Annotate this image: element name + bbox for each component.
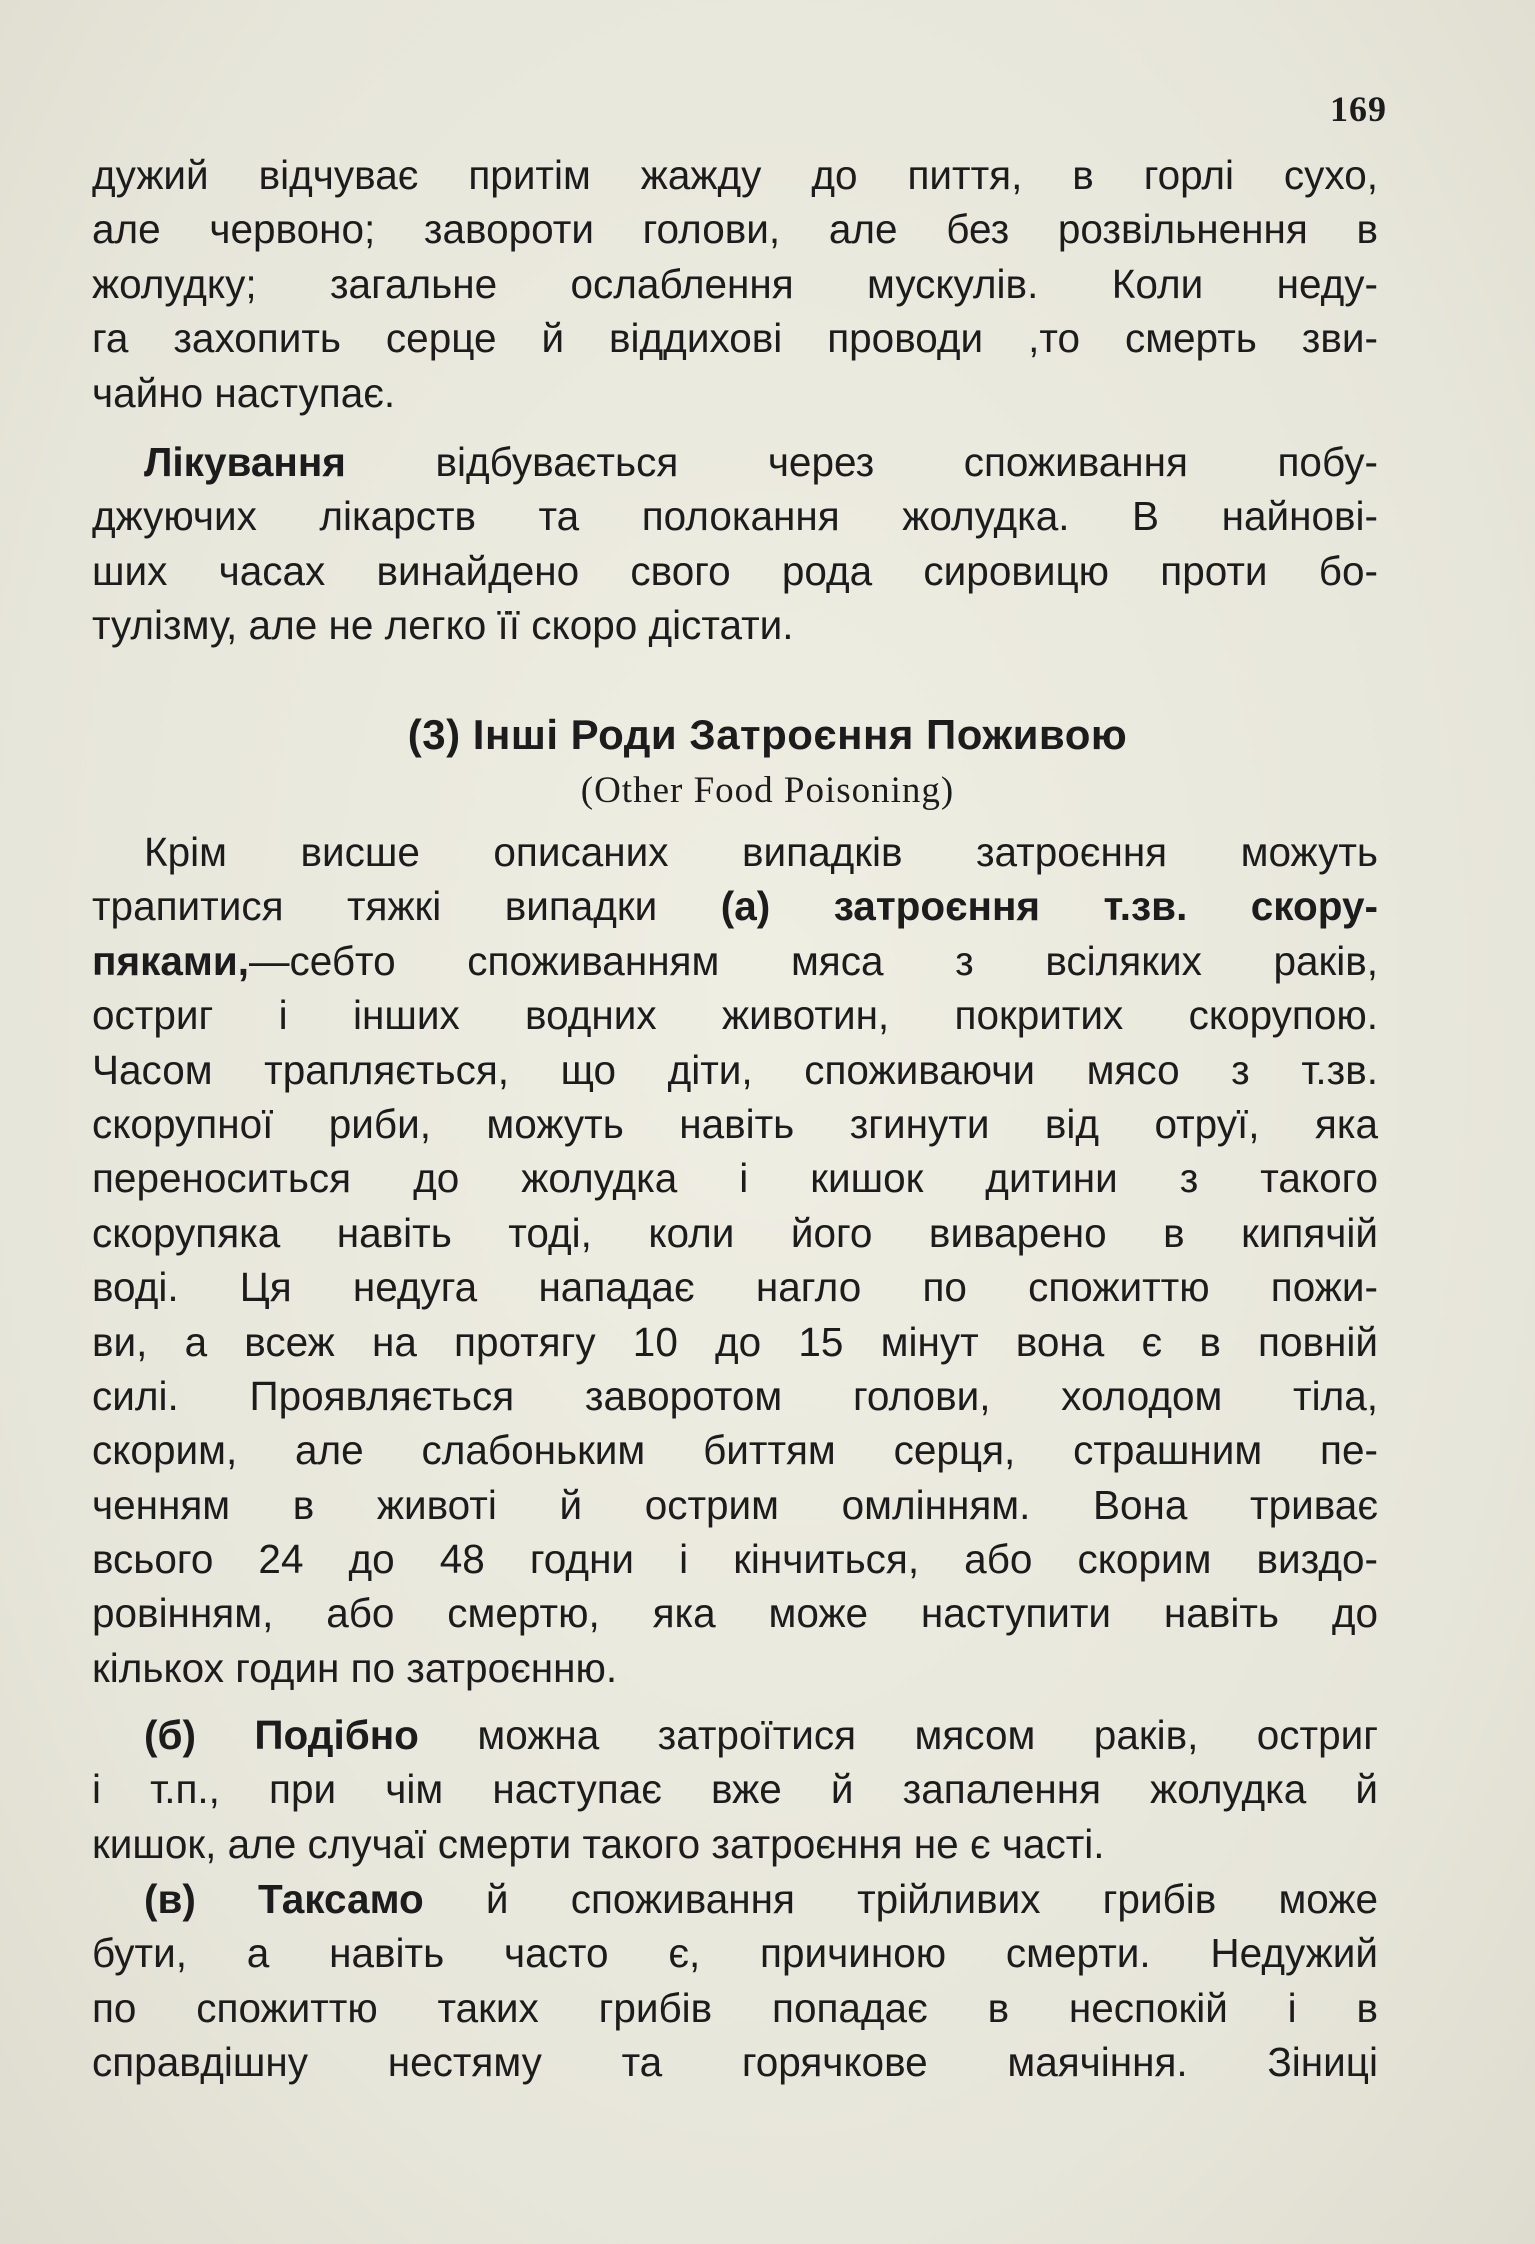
page-number: 169 [1330,89,1387,129]
text-line: скорупної риби, можуть навіть згинути від отруї, яка [92,1100,1378,1147]
paragraph-mushrooms [92,1872,1378,2090]
text-line: тулізму, але не легко її скоро дістати. [92,602,794,649]
text-line: чайно наступає. [92,369,396,416]
text-line: трапитися тяжкі випадки (а) затроєння т.зв. скору- [92,883,1379,930]
text-line: Лікування відбувається через споживання побу- [144,439,1378,485]
text-line: ви, а всеж на протягу 10 до 15 мінут вона є в повній [92,1318,1378,1365]
text-line: жолудку; загальне ослаблення мускулів. Коли неду- [92,260,1378,307]
paragraph-symptoms [92,148,1378,420]
text-line: (б) Подібно можна затроїтися мясом раків, остриг [144,1712,1379,1758]
text-line: джуючих лікарств та полокання жолудка. В найнові- [92,493,1378,540]
bold-term: (а) затроєння т.зв. скору- [720,883,1379,930]
text-line: ших часах винайдено свого рода сировицю проти бо- [92,547,1378,594]
text-line: силі. Проявляється заворотом голови, холодом тіла, [92,1372,1378,1419]
paragraph-crabs [92,1708,1378,1871]
text-line: Крім висше описаних випадків затроєння можуть [144,829,1378,875]
text-line: ченням в животі й острим омлінням. Вона триває [92,1481,1378,1528]
text-line: але червоно; завороти голови, але без розвільнення в [92,206,1378,253]
text-line: га захопить серце й віддихові проводи ,то смерть зви- [92,315,1378,362]
text-line: бути, а навіть часто є, причиною смерти. Недужий [92,1930,1378,1977]
text-line: кількох годин по затроєнню. [92,1644,618,1691]
text-line: (в) Таксамо й споживання трійливих грибів може [144,1876,1378,1922]
text-line: переноситься до жолудка і кишок дитини з такого [92,1155,1378,1202]
text-line: пяками,—себто споживанням мяса з всіляких раків, [92,937,1378,984]
text-line: кишок, але случаї смерти такого затроєння не є часті. [92,1820,1105,1867]
text-line: ровінням, або смертю, яка може наступити навіть до [92,1590,1378,1637]
section-heading: (3) Інші Роди Затроєння Поживою [407,711,1128,758]
text-line: і т.п., при чім наступає вже й запалення жолудка й [92,1766,1378,1813]
text-line: всього 24 до 48 годни і кінчиться, або скорим виздо- [92,1536,1378,1583]
text-line: дужий відчуває притім жажду до пиття, в горлі сухо, [92,152,1378,198]
text-line: Часом трапляється, що діти, споживаючи мясо з т.зв. [92,1046,1378,1093]
text-line: скорупяка навіть тоді, коли його виварено в кипячій [92,1209,1378,1256]
bold-term: пяками, [92,937,249,984]
text-line: воді. Ця недуга нападає нагло по спожиттю пожи- [92,1264,1378,1311]
text-line: справдішну нестяму та горячкове маячіння. Зіниці [92,2039,1378,2086]
text-line: остриг і інших водних животин, покритих скорупою. [92,992,1378,1039]
section-subheading: (Other Food Poisoning) [580,770,955,811]
text-line: скорим, але слабоньким биттям серця, страшним пе- [92,1427,1378,1474]
text-line: по спожиттю таких грибів попадає в неспокій і в [92,1984,1378,2031]
bold-term: (в) Таксамо [144,1876,424,1922]
paragraph-shellfish [92,825,1378,1695]
paragraph-treatment [92,435,1378,653]
bold-term: (б) Подібно [144,1712,419,1758]
bold-term: Лікування [144,439,346,485]
